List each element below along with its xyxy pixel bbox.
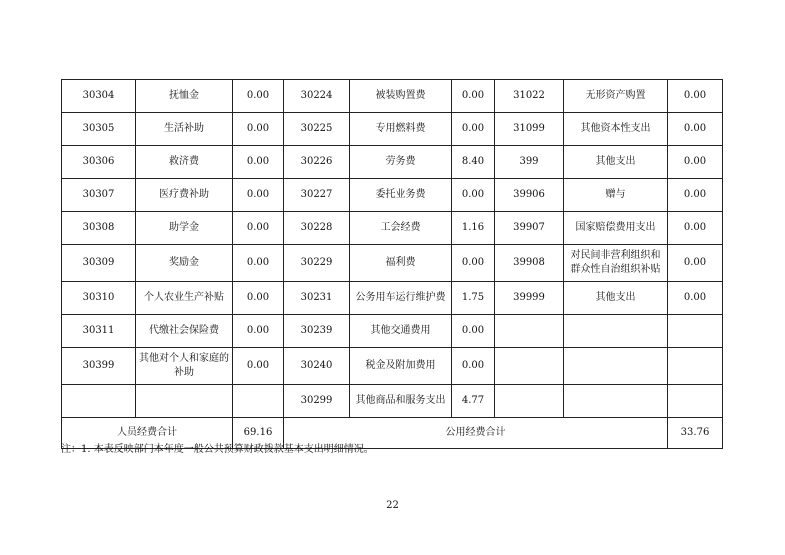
code-cell: 399: [495, 146, 564, 179]
table-row: [62, 212, 723, 245]
code-cell: 39999: [495, 282, 564, 315]
code-cell: 31022: [495, 80, 564, 113]
item-cell: 个人农业生产补贴: [136, 282, 233, 315]
amount-cell: 0.00: [668, 80, 723, 113]
amount-cell: 0.00: [233, 179, 284, 212]
amount-cell: [668, 385, 723, 418]
item-cell: 奖励金: [136, 245, 233, 282]
code-cell: 39907: [495, 212, 564, 245]
personnel-total-label: 人员经费合计: [62, 418, 233, 449]
amount-cell: 0.00: [233, 80, 284, 113]
item-cell: [564, 315, 668, 348]
code-cell: 30225: [284, 113, 350, 146]
item-cell: 其他支出: [564, 282, 668, 315]
table-row: [62, 80, 723, 113]
code-cell: 30307: [62, 179, 136, 212]
amount-cell: 1.75: [452, 282, 495, 315]
item-cell: 被装购置费: [350, 80, 452, 113]
code-cell: [495, 348, 564, 385]
code-cell: [495, 315, 564, 348]
amount-cell: 0.00: [233, 348, 284, 385]
item-cell: 医疗费补助: [136, 179, 233, 212]
amount-cell: [668, 348, 723, 385]
amount-cell: 0.00: [452, 80, 495, 113]
item-cell: 其他对个人和家庭的补助: [136, 348, 233, 385]
amount-cell: 0.00: [452, 179, 495, 212]
amount-cell: 8.40: [452, 146, 495, 179]
item-cell: 救济费: [136, 146, 233, 179]
item-cell: 国家赔偿费用支出: [564, 212, 668, 245]
code-cell: 30304: [62, 80, 136, 113]
table-row: [62, 113, 723, 146]
item-cell: 生活补助: [136, 113, 233, 146]
item-cell: 公务用车运行维护费: [350, 282, 452, 315]
code-cell: [495, 385, 564, 418]
amount-cell: 0.00: [233, 282, 284, 315]
code-cell: 39908: [495, 245, 564, 282]
amount-cell: 0.00: [668, 245, 723, 282]
amount-cell: 0.00: [233, 212, 284, 245]
amount-cell: 0.00: [668, 212, 723, 245]
code-cell: 30299: [284, 385, 350, 418]
item-cell: 助学金: [136, 212, 233, 245]
amount-cell: 0.00: [233, 245, 284, 282]
code-cell: 30239: [284, 315, 350, 348]
code-cell: 30229: [284, 245, 350, 282]
table-row: [62, 315, 723, 348]
item-cell: 对民间非营利组织和群众性自治组织补贴: [564, 245, 668, 282]
code-cell: 30224: [284, 80, 350, 113]
code-cell: 30399: [62, 348, 136, 385]
table-note: 注：1. 本表反映部门本年度一般公共预算财政拨款基本支出明细情况。: [61, 444, 374, 455]
code-cell: 30306: [62, 146, 136, 179]
code-cell: 30227: [284, 179, 350, 212]
amount-cell: 0.00: [668, 179, 723, 212]
amount-cell: 0.00: [452, 348, 495, 385]
amount-cell: 0.00: [233, 113, 284, 146]
item-cell: 福利费: [350, 245, 452, 282]
code-cell: 39906: [495, 179, 564, 212]
item-cell: 其他商品和服务支出: [350, 385, 452, 418]
expenditure-detail-table: [61, 79, 723, 449]
code-cell: 30305: [62, 113, 136, 146]
table-row: [62, 282, 723, 315]
table-row: [62, 245, 723, 282]
amount-cell: 1.16: [452, 212, 495, 245]
item-cell: 抚恤金: [136, 80, 233, 113]
amount-cell: 0.00: [452, 245, 495, 282]
amount-cell: 0.00: [668, 113, 723, 146]
item-cell: [564, 348, 668, 385]
code-cell: 30240: [284, 348, 350, 385]
amount-cell: 4.77: [452, 385, 495, 418]
amount-cell: [668, 315, 723, 348]
table-row: [62, 385, 723, 418]
table-row: [62, 348, 723, 385]
public-total-label: 公用经费合计: [284, 418, 668, 449]
item-cell: 其他支出: [564, 146, 668, 179]
code-cell: 30310: [62, 282, 136, 315]
code-cell: 30308: [62, 212, 136, 245]
item-cell: 赠与: [564, 179, 668, 212]
item-cell: 其他交通费用: [350, 315, 452, 348]
item-cell: 劳务费: [350, 146, 452, 179]
item-cell: 专用燃料费: [350, 113, 452, 146]
amount-cell: 0.00: [452, 315, 495, 348]
amount-cell: 0.00: [452, 113, 495, 146]
code-cell: 30231: [284, 282, 350, 315]
code-cell: 31099: [495, 113, 564, 146]
amount-cell: [233, 385, 284, 418]
item-cell: 其他资本性支出: [564, 113, 668, 146]
item-cell: [136, 385, 233, 418]
amount-cell: 0.00: [233, 146, 284, 179]
item-cell: 工会经费: [350, 212, 452, 245]
table-row: [62, 146, 723, 179]
item-cell: 税金及附加费用: [350, 348, 452, 385]
item-cell: 无形资产购置: [564, 80, 668, 113]
personnel-total-value: 69.16: [233, 418, 284, 449]
amount-cell: 0.00: [233, 315, 284, 348]
code-cell: 30309: [62, 245, 136, 282]
code-cell: 30228: [284, 212, 350, 245]
code-cell: 30311: [62, 315, 136, 348]
amount-cell: 0.00: [668, 282, 723, 315]
table-row: [62, 179, 723, 212]
item-cell: 委托业务费: [350, 179, 452, 212]
item-cell: [564, 385, 668, 418]
item-cell: 代缴社会保险费: [136, 315, 233, 348]
code-cell: [62, 385, 136, 418]
code-cell: 30226: [284, 146, 350, 179]
amount-cell: 0.00: [668, 146, 723, 179]
public-total-value: 33.76: [668, 418, 723, 449]
page-number: 22: [386, 500, 399, 511]
